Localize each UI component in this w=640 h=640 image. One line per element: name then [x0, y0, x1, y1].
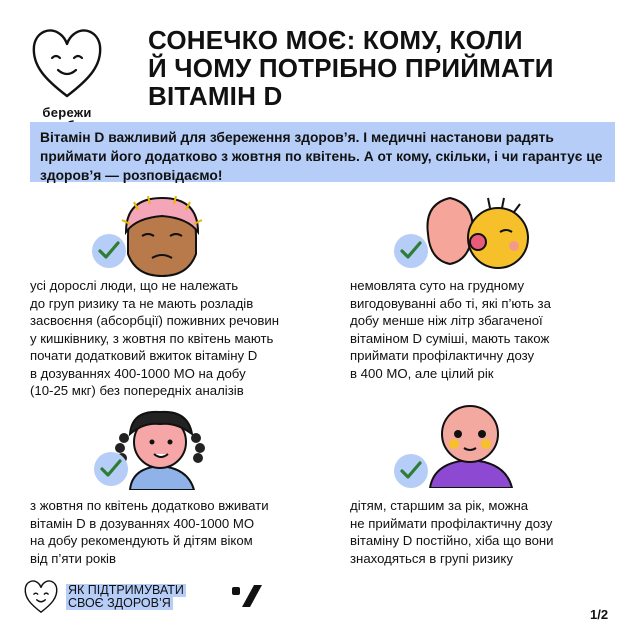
check-icon [92, 234, 126, 268]
group-children-text [30, 497, 269, 567]
footer-line-2: СВОЄ ЗДОРОВ’Я [68, 596, 171, 610]
group-line: на добу рекомендують й дітям віком [30, 533, 253, 548]
group-line: почати додатковий вжиток вітаміну D [30, 348, 258, 363]
footer-tagline [66, 584, 186, 610]
group-toddlers-text [350, 497, 554, 567]
group-line: (10-25 мкг) без попередніх аналізів [30, 383, 244, 398]
group-line: вітаміну D постійно, хіба що вони [350, 533, 554, 548]
group-line: вітамін D в дозуваннях 400-1000 МО [30, 515, 255, 531]
heart-face-icon [28, 22, 106, 102]
logo-line-1: бережи [42, 105, 92, 120]
brand-logo [24, 22, 110, 132]
baby-breastfeeding-icon [420, 194, 540, 279]
child-face-icon [110, 404, 210, 495]
slash-check-logo-icon [232, 585, 262, 614]
group-line: не приймати профілактичну дозу [350, 515, 553, 531]
group-line: до груп ризику та не мають розладів [30, 295, 254, 311]
group-line: вигодовуванні або ті, які п’ють за [350, 295, 551, 311]
group-line: немовлята суто на грудному [350, 278, 525, 293]
footer-line-1: ЯК ПІДТРИМУВАТИ [68, 583, 184, 597]
group-line: у кишківнику, з жовтня по квітень мають [30, 330, 274, 346]
group-line: приймати профілактичну дозу [350, 348, 535, 363]
group-line: з жовтня по квітень додатково вживати [30, 498, 269, 513]
group-line: в 400 МО, але цілий рік [350, 365, 494, 381]
group-line: дітям, старшим за рік, можна [350, 498, 529, 513]
group-line: засвоєння (абсорбції) поживних речовин [30, 313, 280, 328]
footer-heart-face-icon [22, 577, 60, 620]
page-number: 1/2 [590, 607, 609, 622]
group-line: добу менше ніж літр збагаченої [350, 313, 543, 328]
group-adults-text [30, 277, 279, 400]
group-line: усі дорослі люди, що не належать [30, 278, 239, 293]
check-icon [94, 452, 128, 486]
intro-text: Вітамін D важливий для збереження здоров’я. І медичні настанови радять приймати його додатково з жовтня по квітень. А от кому, скільки, і чи гарантує це здоров’я — розповідаємо! [40, 130, 603, 183]
title-line-1: СОНЕЧКО МОЄ: КОМУ, КОЛИ [148, 25, 523, 55]
title-line-3: ВІТАМІН D [148, 81, 283, 111]
group-line: в дозуваннях 400-1000 МО на добу [30, 365, 246, 381]
title-line-2: Й ЧОМУ ПОТРІБНО ПРИЙМАТИ [148, 53, 554, 83]
group-line: вітаміном D суміші, мають також [350, 330, 550, 346]
check-icon [394, 454, 428, 488]
group-infants-text [350, 277, 551, 382]
page-title [148, 26, 618, 110]
check-icon [394, 234, 428, 268]
adult-face-icon [118, 196, 204, 285]
intro-box [30, 122, 615, 182]
toddler-face-icon [420, 400, 520, 493]
group-line: від п’яти років [30, 550, 116, 566]
group-line: знаходяться в групі ризику [350, 550, 513, 566]
